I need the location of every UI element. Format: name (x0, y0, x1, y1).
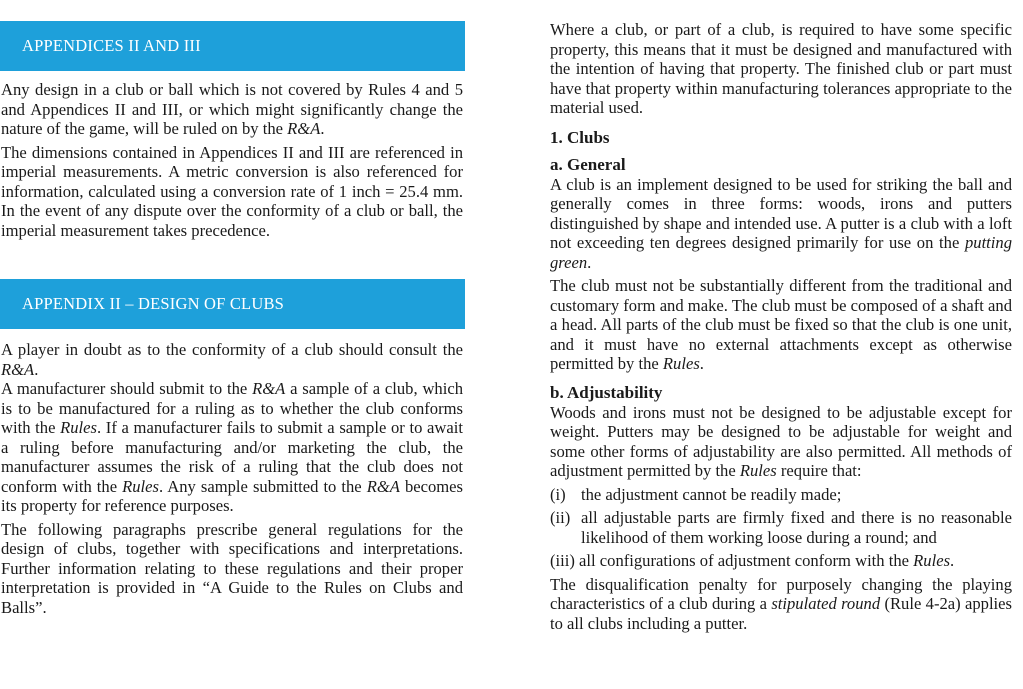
paragraph: The disqualification penalty for purposely changing the playing characteristics of a club during a stipulated round (Rule 4-2a) applies to all clubs including a putter. (550, 574, 1012, 633)
list-item: (iii) all configurations of adjustment conform with the Rules. (550, 551, 955, 570)
section-heading-clubs: 1. Clubs (550, 127, 610, 147)
right-text (550, 20, 1012, 633)
paragraph: A player in doubt as to the conformity of a club should consult the R&A. (1, 340, 463, 379)
list-item: (ii) all adjustable parts are firmly fixed and there is no reasonable likelihood of them working loose during a round; and (550, 508, 1012, 547)
section-banner-appendices (0, 21, 465, 71)
list-item: (i) the adjustment cannot be readily made; (550, 484, 842, 504)
paragraph: A club is an implement designed to be used for striking the ball and generally comes in three forms: woods, irons and putters distinguished by shape and intended use. A putter is a club with a loft not exceeding ten degrees designed primarily for use on the putting green. (550, 174, 1012, 272)
subheading-general: a. General (550, 154, 626, 174)
banner-title: APPENDICES II AND III (22, 36, 201, 55)
intro-text (1, 80, 463, 240)
paragraph: The club must not be substantially different from the traditional and customary form and make. The club must be composed of a shaft and a head. All parts of the club must be fixed so that the club is one unit, and it must have no external attachments except as otherwise permitted by the Rules. (550, 276, 1012, 373)
paragraph: Woods and irons must not be designed to be adjustable except for weight. Putters may be designed to be adjustable for weight and some other forms of adjustability are also permitted. All methods of adjustment permitted by the Rules require that: (550, 402, 1012, 480)
paragraph: The dimensions contained in Appendices II and III are referenced in imperial measurements. A metric conversion is also referenced for information, calculated using a conversion rate of 1 inch = 25.4 mm. In the event of any dispute over the conformity of a club or ball, the imperial measurement takes precedence. (1, 142, 463, 240)
paragraph: The following paragraphs prescribe general regulations for the design of clubs, together with specifications and interpretations. Further information relating to these regulations and their proper interpretation is provided in “A Guide to the Rules on Clubs and Balls”. (1, 519, 463, 617)
banner-title: APPENDIX II – DESIGN OF CLUBS (22, 294, 285, 313)
design-text (1, 340, 463, 617)
subheading-adjustability: b. Adjustability (550, 382, 663, 402)
section-banner-design-of-clubs (0, 279, 465, 329)
paragraph: Any design in a club or ball which is not covered by Rules 4 and 5 and Appendices II and III, or which might significantly change the nature of the game, will be ruled on by the R&A. (1, 80, 463, 138)
paragraph: A manufacturer should submit to the R&A a sample of a club, which is to be manufactured for a ruling as to whether the club conforms with the Rules. If a manufacturer fails to submit a sample or to await a ruling before manufacturing and/or marketing the club, the manufacturer assumes the risk of a ruling that the club does not conform with the Rules. Any sample submitted to the R&A becomes its property for reference purposes. (1, 379, 464, 515)
paragraph: Where a club, or part of a club, is required to have some specific property, this means that it must be designed and manufactured with the intention of having that property. The finished club or part must have that property within manufacturing tolerances appropriate to the material used. (550, 20, 1012, 117)
